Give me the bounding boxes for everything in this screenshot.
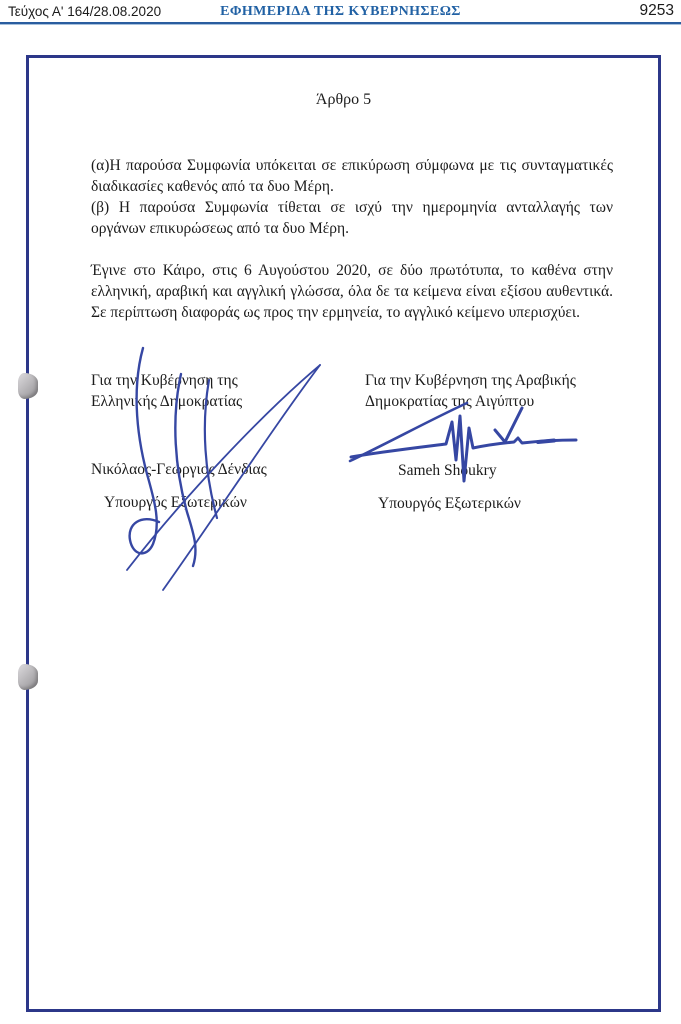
page-number: 9253 (639, 2, 674, 19)
signature-stroke (538, 441, 554, 443)
signatory-egypt-label (365, 371, 576, 412)
signatory-greece-title: Υπουργός Εξωτερικών (104, 494, 247, 511)
ratification-paragraphs (91, 155, 613, 239)
signatory-egypt-name: Sameh Shoukry (398, 462, 497, 479)
page-header (0, 0, 681, 22)
gazette-title: ΕΦΗΜΕΡΙΔΑ ΤΗΣ ΚΥΒΕΡΝΗΣΕΩΣ (220, 4, 461, 19)
paragraph-beta: (β) Η παρούσα Συμφωνία τίθεται σε ισχύ την ημερομηνία ανταλλαγής των οργάνων επικυρώσεως από τα δυο Μέρη. (91, 199, 613, 237)
binding-mark-icon (18, 373, 38, 399)
signatory-egypt-line2: Δημοκρατίας της Αιγύπτου (365, 392, 535, 410)
header-divider (0, 22, 681, 25)
signatory-greece-line1: Για την Κυβέρνηση της (91, 372, 238, 389)
binding-mark-icon (18, 664, 38, 690)
paragraph-alpha: (α)Η παρούσα Συμφωνία υπόκειται σε επικύρωση σύμφωνα με τις συνταγματικές διαδικασίες καθενός από τα δυο Μέρη. (91, 157, 613, 195)
document-frame (26, 55, 661, 1012)
article-heading: Άρθρο 5 (315, 91, 372, 108)
issue-label: Τεύχος Α' 164/28.08.2020 (8, 4, 162, 19)
signatory-greece-line2: Ελληνικής Δημοκρατίας (91, 392, 243, 410)
signature-stroke (495, 408, 522, 442)
signatory-greece-name: Νικόλαος-Γεώργιος Δένδιας (91, 461, 267, 478)
signatory-egypt-title: Υπουργός Εξωτερικών (378, 495, 521, 512)
signatory-greece-label (91, 371, 242, 412)
signatory-egypt-line1: Για την Κυβέρνηση της Αραβικής (365, 372, 576, 389)
closing-text: Έγινε στο Κάιρο, στις 6 Αυγούστου 2020, σε δύο πρωτότυπα, το καθένα στην ελληνική, αραβική και αγγλική γλώσσα, όλα δε τα κείμενα είναι εξίσου αυθεντικά. Σε περίπτωση διαφοράς ως προς την ερμηνεία, το αγγλικό κείμενο υπερισχύει. (91, 262, 613, 321)
closing-paragraph (91, 260, 613, 323)
